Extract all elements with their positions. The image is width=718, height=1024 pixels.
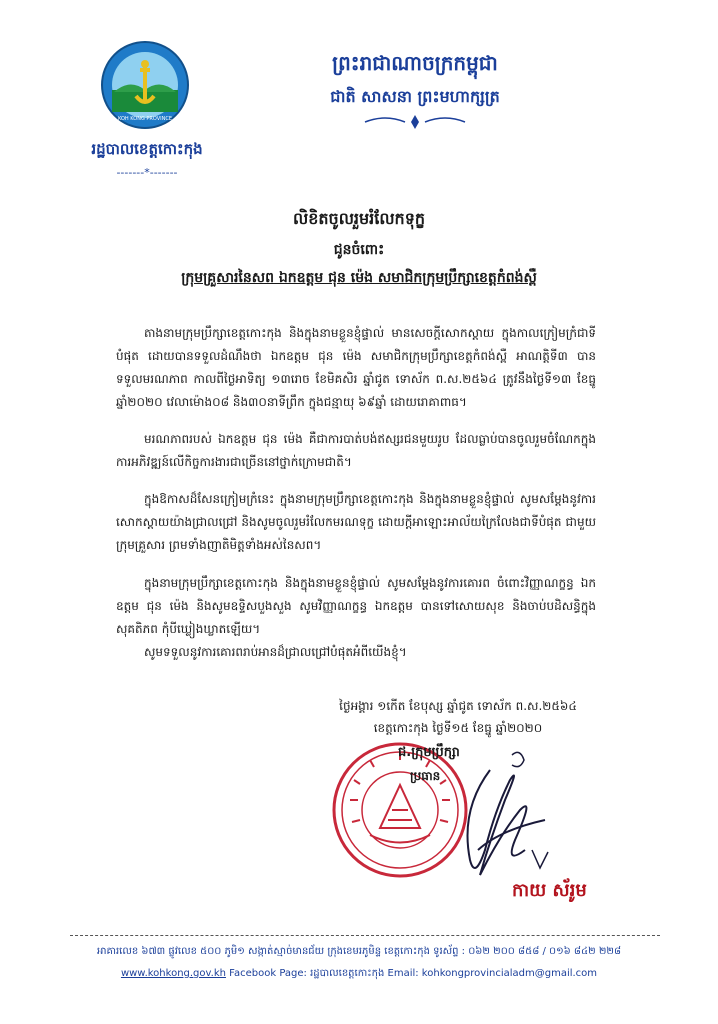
- paragraph-4: ក្នុងនាមក្រុមប្រឹក្សាខេត្តកោះកុង និងក្នុងនាមខ្លួនខ្ញុំផ្ទាល់ សូមសម្ដែងនូវការគោរព ចំពោះវិញ្ញាណក្ខន្ធ ឯកឧត្តម ជុន ម៉េង និងសូមឧទ្ទិសបួងសួង សូមវិញ្ញាណក្ខន្ធ ឯកឧត្តម បានទៅសោយសុខ និងចាប់បដិសន្ធិក្នុងសុគតិភព កុំបីឃ្លៀងឃ្លាតឡើយ។: [116, 576, 596, 636]
- solar-date: ខេត្តកោះកុង ថ្ងៃទី១៥ ខែធ្នូ ឆ្នាំ២០២០: [373, 721, 543, 735]
- logo-text: KOH KONG PROVINCE: [117, 116, 173, 122]
- footer-contacts: [20, 966, 698, 981]
- website-link[interactable]: www.kohkong.gov.kh: [120, 968, 226, 979]
- koh-kong-province-logo: [100, 40, 190, 130]
- signer-name: កាយ ស័រូម: [512, 880, 587, 901]
- facebook-page: Facebook Page: រដ្ឋបាលខេត្តកោះកុង: [229, 968, 385, 979]
- document-title: លិខិតចូលរួមរំលែកទុក្ខ: [292, 209, 426, 228]
- on-behalf-of-council: ជ.ក្រុមប្រឹក្សា: [398, 745, 460, 760]
- signer-role: ប្រធាន: [410, 769, 441, 783]
- ornament-icon: [360, 114, 470, 130]
- paragraph-1: តាងនាមក្រុមប្រឹក្សាខេត្តកោះកុង និងក្នុងនាមខ្លួនខ្ញុំផ្ទាល់ មានសេចក្ដីសោកស្ដាយ ក្នុងកាលក្រៀមក្រំជាទីបំផុត ដោយបានទទួលដំណឹងថា ឯកឧត្តម ជុន ម៉េង សមាជិកក្រុមប្រឹក្សាខេត្តកំពង់ស្ពឺ អាណត្តិទី៣ បានទទួលមរណភាព កាលពីថ្ងៃអាទិត្យ ១៣រោច ខែមិគសិរ ឆ្នាំជូត ទោស័ក ព.ស.២៥៦៤ ត្រូវនឹងថ្ងៃទី១៣ ខែធ្នូ ឆ្នាំ២០២០ វេលាម៉ោង០៨ និង៣០នាទីព្រឹក ក្នុងជន្មាយុ ៦៩ឆ្នាំ ដោយរោគាពាធ។: [116, 326, 596, 409]
- handwritten-signature: [420, 740, 560, 890]
- paragraph-2: មរណភាពរបស់ ឯកឧត្តម ជុន ម៉េង គឺជាការបាត់បង់ឥស្សរជនមួយរូប ដែលធ្លាប់បានចូលរួមចំណែកក្នុងការអភិវឌ្ឍន៍លើកិច្ចការងារជាច្រើននៅថ្នាក់ក្រោមជាតិ។: [116, 432, 596, 469]
- addressed-to: ជូនចំពោះ: [333, 242, 385, 258]
- paragraph-3: ក្នុងឱកាសដ៏សែនក្រៀមក្រំនេះ ក្នុងនាមក្រុមប្រឹក្សាខេត្តកោះកុង និងក្នុងនាមខ្លួនខ្ញុំផ្ទាល់ សូមសម្ដែងនូវការសោកស្ដាយយ៉ាងជ្រាលជ្រៅ និងសូមចូលរួមរំលែកមរណទុក្ខ ដោយក្ដីអាឡោះអាល័យក្រៃលែងជាទីបំផុត ជាមួយក្រុមគ្រួសារ ព្រមទាំងញាតិមិត្តទាំងអស់នៃសព។: [116, 492, 596, 552]
- footer-address: អាគារលេខ ៦៧៣ ផ្លូវលេខ ៥០០ ភូមិ១ សង្កាត់ស្មាច់មានជ័យ ក្រុងខេមរភូមិន្ទ ខេត្តកោះកុង ទូរស័ព្ទ : ០៦២ ២០០ ៨៥៨ / ០១៦ ៨៤២ ២២៨: [96, 946, 622, 957]
- national-motto: ជាតិ សាសនា ព្រះមហាក្សត្រ: [330, 87, 500, 106]
- provincial-admin-name: រដ្ឋបាលខេត្តកោះកុង: [91, 140, 203, 158]
- lunar-date: ថ្ងៃអង្គារ ១កើត ខែបុស្ស ឆ្នាំជូត ទោស័ក ព.ស.២៥៦៤: [339, 699, 577, 713]
- kingdom-heading: ព្រះរាជាណាចក្រកម្ពុជា: [332, 51, 498, 75]
- email-address[interactable]: Email: kohkongprovincialadm@gmail.com: [387, 968, 598, 979]
- admin-separator: -------*-------: [116, 166, 178, 179]
- paragraph-5: សូមទទួលនូវការគោរពរាប់អានដ៏ជ្រាលជ្រៅបំផុតអំពីយើងខ្ញុំ។: [144, 645, 407, 659]
- recipient-line: ក្រុមគ្រួសារនៃសព ឯកឧត្តម ជុន ម៉េង សមាជិកក្រុមប្រឹក្សាខេត្តកំពង់ស្ពឺ: [181, 270, 537, 286]
- footer-divider: [70, 935, 660, 936]
